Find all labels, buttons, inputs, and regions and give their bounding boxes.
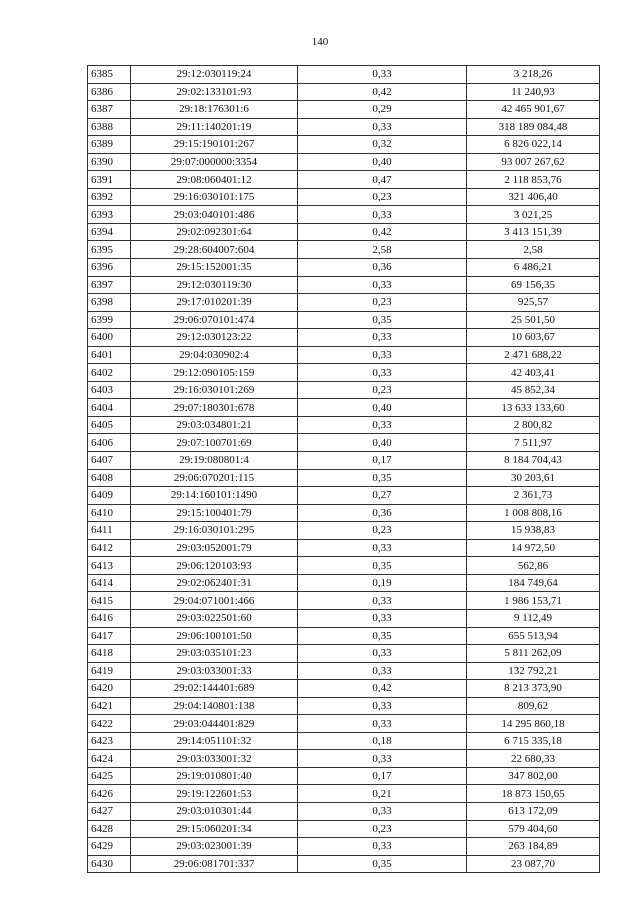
row-number-cell: 6394 <box>88 223 131 241</box>
cadastral-number-cell: 29:04:030902:4 <box>131 346 298 364</box>
cadastral-number-cell: 29:12:030123:22 <box>131 329 298 347</box>
table-row <box>88 259 600 277</box>
rate-cell: 0,33 <box>298 645 467 663</box>
value-cell: 8 213 373,90 <box>467 680 600 698</box>
cadastral-number-cell: 29:12:030119:24 <box>131 66 298 84</box>
row-number-cell: 6428 <box>88 820 131 838</box>
value-cell: 18 873 150,65 <box>467 785 600 803</box>
rate-cell: 0,18 <box>298 732 467 750</box>
value-cell: 6 826 022,14 <box>467 136 600 154</box>
value-cell: 14 295 860,18 <box>467 715 600 733</box>
table-row <box>88 434 600 452</box>
table-row <box>88 118 600 136</box>
row-number-cell: 6388 <box>88 118 131 136</box>
cadastral-number-cell: 29:06:100101:50 <box>131 627 298 645</box>
value-cell: 2 118 853,76 <box>467 171 600 189</box>
value-cell: 318 189 084,48 <box>467 118 600 136</box>
table-row <box>88 504 600 522</box>
table-row <box>88 294 600 312</box>
rate-cell: 0,33 <box>298 276 467 294</box>
value-cell: 42 465 901,67 <box>467 101 600 119</box>
cadastral-number-cell: 29:03:023001:39 <box>131 838 298 856</box>
rate-cell: 0,32 <box>298 136 467 154</box>
cadastral-number-cell: 29:03:033001:33 <box>131 662 298 680</box>
table-row <box>88 802 600 820</box>
table-row <box>88 557 600 575</box>
rate-cell: 0,33 <box>298 750 467 768</box>
value-cell: 132 792,21 <box>467 662 600 680</box>
rate-cell: 0,33 <box>298 364 467 382</box>
cadastral-number-cell: 29:15:152001:35 <box>131 259 298 277</box>
rate-cell: 0,23 <box>298 522 467 540</box>
table-row <box>88 785 600 803</box>
cadastral-number-cell: 29:19:122601:53 <box>131 785 298 803</box>
rate-cell: 0,40 <box>298 434 467 452</box>
table-row <box>88 697 600 715</box>
rate-cell: 0,33 <box>298 118 467 136</box>
cadastral-number-cell: 29:16:030101:269 <box>131 381 298 399</box>
rate-cell: 0,17 <box>298 452 467 470</box>
row-number-cell: 6385 <box>88 66 131 84</box>
row-number-cell: 6396 <box>88 259 131 277</box>
value-cell: 8 184 704,43 <box>467 452 600 470</box>
row-number-cell: 6397 <box>88 276 131 294</box>
value-cell: 22 680,33 <box>467 750 600 768</box>
data-table <box>87 65 600 873</box>
value-cell: 3 413 151,39 <box>467 223 600 241</box>
rate-cell: 0,42 <box>298 83 467 101</box>
row-number-cell: 6407 <box>88 452 131 470</box>
cadastral-number-cell: 29:03:022501:60 <box>131 609 298 627</box>
row-number-cell: 6402 <box>88 364 131 382</box>
cadastral-number-cell: 29:08:060401:12 <box>131 171 298 189</box>
rate-cell: 0,35 <box>298 557 467 575</box>
row-number-cell: 6415 <box>88 592 131 610</box>
cadastral-number-cell: 29:03:034801:21 <box>131 416 298 434</box>
table-row <box>88 416 600 434</box>
table-row <box>88 276 600 294</box>
row-number-cell: 6416 <box>88 609 131 627</box>
table-row <box>88 539 600 557</box>
cadastral-number-cell: 29:07:000000:3354 <box>131 153 298 171</box>
rate-cell: 0,47 <box>298 171 467 189</box>
value-cell: 15 938,83 <box>467 522 600 540</box>
cadastral-number-cell: 29:02:144401:689 <box>131 680 298 698</box>
table-row <box>88 645 600 663</box>
value-cell: 3 021,25 <box>467 206 600 224</box>
table-row <box>88 662 600 680</box>
table-row <box>88 329 600 347</box>
row-number-cell: 6411 <box>88 522 131 540</box>
rate-cell: 0,35 <box>298 469 467 487</box>
cadastral-number-cell: 29:03:040101:486 <box>131 206 298 224</box>
row-number-cell: 6430 <box>88 855 131 873</box>
cadastral-number-cell: 29:03:044401:829 <box>131 715 298 733</box>
row-number-cell: 6390 <box>88 153 131 171</box>
row-number-cell: 6409 <box>88 487 131 505</box>
value-cell: 562,86 <box>467 557 600 575</box>
row-number-cell: 6406 <box>88 434 131 452</box>
cadastral-number-cell: 29:15:100401:79 <box>131 504 298 522</box>
table-row <box>88 241 600 259</box>
value-cell: 263 184,89 <box>467 838 600 856</box>
value-cell: 1 008 808,16 <box>467 504 600 522</box>
rate-cell: 0,21 <box>298 785 467 803</box>
cadastral-number-cell: 29:06:081701:337 <box>131 855 298 873</box>
cadastral-number-cell: 29:14:160101:1490 <box>131 487 298 505</box>
rate-cell: 0,23 <box>298 820 467 838</box>
row-number-cell: 6410 <box>88 504 131 522</box>
cadastral-number-cell: 29:03:035101:23 <box>131 645 298 663</box>
rate-cell: 0,36 <box>298 259 467 277</box>
cadastral-number-cell: 29:15:190101:267 <box>131 136 298 154</box>
cadastral-number-cell: 29:06:070201:115 <box>131 469 298 487</box>
table-row <box>88 732 600 750</box>
row-number-cell: 6421 <box>88 697 131 715</box>
cadastral-number-cell: 29:07:180301:678 <box>131 399 298 417</box>
table-row <box>88 381 600 399</box>
rate-cell: 0,33 <box>298 838 467 856</box>
table-row <box>88 574 600 592</box>
row-number-cell: 6400 <box>88 329 131 347</box>
value-cell: 93 007 267,62 <box>467 153 600 171</box>
rate-cell: 2,58 <box>298 241 467 259</box>
row-number-cell: 6413 <box>88 557 131 575</box>
table-row <box>88 767 600 785</box>
row-number-cell: 6398 <box>88 294 131 312</box>
table-row <box>88 188 600 206</box>
row-number-cell: 6395 <box>88 241 131 259</box>
value-cell: 184 749,64 <box>467 574 600 592</box>
value-cell: 655 513,94 <box>467 627 600 645</box>
cadastral-number-cell: 29:03:010301:44 <box>131 802 298 820</box>
cadastral-number-cell: 29:14:051101:32 <box>131 732 298 750</box>
rate-cell: 0,33 <box>298 346 467 364</box>
cadastral-number-cell: 29:03:033001:32 <box>131 750 298 768</box>
row-number-cell: 6425 <box>88 767 131 785</box>
cadastral-number-cell: 29:11:140201:19 <box>131 118 298 136</box>
rate-cell: 0,23 <box>298 188 467 206</box>
cadastral-number-cell: 29:12:090105:159 <box>131 364 298 382</box>
value-cell: 9 112,49 <box>467 609 600 627</box>
rate-cell: 0,35 <box>298 311 467 329</box>
row-number-cell: 6412 <box>88 539 131 557</box>
cadastral-number-cell: 29:03:052001:79 <box>131 539 298 557</box>
rate-cell: 0,33 <box>298 66 467 84</box>
row-number-cell: 6418 <box>88 645 131 663</box>
row-number-cell: 6423 <box>88 732 131 750</box>
table-row <box>88 469 600 487</box>
rate-cell: 0,36 <box>298 504 467 522</box>
value-cell: 14 972,50 <box>467 539 600 557</box>
cadastral-number-cell: 29:16:030101:295 <box>131 522 298 540</box>
table-row <box>88 627 600 645</box>
value-cell: 6 715 335,18 <box>467 732 600 750</box>
cadastral-number-cell: 29:02:133101:93 <box>131 83 298 101</box>
value-cell: 809,62 <box>467 697 600 715</box>
rate-cell: 0,17 <box>298 767 467 785</box>
cadastral-number-cell: 29:06:120103:93 <box>131 557 298 575</box>
cadastral-number-cell: 29:28:604007:604 <box>131 241 298 259</box>
table-row <box>88 522 600 540</box>
row-number-cell: 6422 <box>88 715 131 733</box>
value-cell: 3 218,26 <box>467 66 600 84</box>
rate-cell: 0,35 <box>298 855 467 873</box>
table-row <box>88 715 600 733</box>
table-row <box>88 680 600 698</box>
row-number-cell: 6424 <box>88 750 131 768</box>
value-cell: 613 172,09 <box>467 802 600 820</box>
value-cell: 347 802,00 <box>467 767 600 785</box>
cadastral-number-cell: 29:19:080801:4 <box>131 452 298 470</box>
cadastral-number-cell: 29:04:071001:466 <box>131 592 298 610</box>
page-number: 140 <box>311 36 329 48</box>
cadastral-number-cell: 29:17:010201:39 <box>131 294 298 312</box>
rate-cell: 0,19 <box>298 574 467 592</box>
table-row <box>88 223 600 241</box>
value-cell: 25 501,50 <box>467 311 600 329</box>
table-row <box>88 399 600 417</box>
row-number-cell: 6429 <box>88 838 131 856</box>
rate-cell: 0,23 <box>298 294 467 312</box>
cadastral-number-cell: 29:15:060201:34 <box>131 820 298 838</box>
table-row <box>88 153 600 171</box>
row-number-cell: 6403 <box>88 381 131 399</box>
value-cell: 13 633 133,60 <box>467 399 600 417</box>
rate-cell: 0,35 <box>298 627 467 645</box>
rate-cell: 0,29 <box>298 101 467 119</box>
value-cell: 2 800,82 <box>467 416 600 434</box>
table-body <box>88 66 600 873</box>
rate-cell: 0,33 <box>298 697 467 715</box>
cadastral-number-cell: 29:02:092301:64 <box>131 223 298 241</box>
value-cell: 23 087,70 <box>467 855 600 873</box>
value-cell: 7 511,97 <box>467 434 600 452</box>
row-number-cell: 6420 <box>88 680 131 698</box>
value-cell: 925,57 <box>467 294 600 312</box>
rate-cell: 0,33 <box>298 802 467 820</box>
cadastral-number-cell: 29:04:140801:138 <box>131 697 298 715</box>
table-row <box>88 750 600 768</box>
table-row <box>88 171 600 189</box>
rate-cell: 0,40 <box>298 399 467 417</box>
rate-cell: 0,27 <box>298 487 467 505</box>
row-number-cell: 6414 <box>88 574 131 592</box>
table-row <box>88 101 600 119</box>
value-cell: 30 203,61 <box>467 469 600 487</box>
value-cell: 2,58 <box>467 241 600 259</box>
cadastral-number-cell: 29:12:030119:30 <box>131 276 298 294</box>
table-row <box>88 592 600 610</box>
table-row <box>88 83 600 101</box>
row-number-cell: 6426 <box>88 785 131 803</box>
cadastral-number-cell: 29:02:062401:31 <box>131 574 298 592</box>
rate-cell: 0,42 <box>298 223 467 241</box>
rate-cell: 0,33 <box>298 662 467 680</box>
value-cell: 45 852,34 <box>467 381 600 399</box>
table-row <box>88 346 600 364</box>
cadastral-number-cell: 29:16:030101:175 <box>131 188 298 206</box>
rate-cell: 0,33 <box>298 206 467 224</box>
value-cell: 6 486,21 <box>467 259 600 277</box>
cadastral-number-cell: 29:06:070101:474 <box>131 311 298 329</box>
row-number-cell: 6404 <box>88 399 131 417</box>
row-number-cell: 6393 <box>88 206 131 224</box>
value-cell: 11 240,93 <box>467 83 600 101</box>
table-row <box>88 609 600 627</box>
row-number-cell: 6386 <box>88 83 131 101</box>
row-number-cell: 6427 <box>88 802 131 820</box>
table-row <box>88 66 600 84</box>
rate-cell: 0,40 <box>298 153 467 171</box>
value-cell: 321 406,40 <box>467 188 600 206</box>
rate-cell: 0,33 <box>298 416 467 434</box>
value-cell: 2 471 688,22 <box>467 346 600 364</box>
rate-cell: 0,33 <box>298 329 467 347</box>
rate-cell: 0,23 <box>298 381 467 399</box>
row-number-cell: 6419 <box>88 662 131 680</box>
table-row <box>88 820 600 838</box>
row-number-cell: 6401 <box>88 346 131 364</box>
table-row <box>88 206 600 224</box>
value-cell: 579 404,60 <box>467 820 600 838</box>
row-number-cell: 6399 <box>88 311 131 329</box>
value-cell: 42 403,41 <box>467 364 600 382</box>
row-number-cell: 6417 <box>88 627 131 645</box>
rate-cell: 0,33 <box>298 539 467 557</box>
table-row <box>88 487 600 505</box>
rate-cell: 0,33 <box>298 609 467 627</box>
table-row <box>88 838 600 856</box>
rate-cell: 0,33 <box>298 592 467 610</box>
value-cell: 5 811 262,09 <box>467 645 600 663</box>
table-row <box>88 136 600 154</box>
row-number-cell: 6408 <box>88 469 131 487</box>
cadastral-number-cell: 29:07:100701:69 <box>131 434 298 452</box>
table-row <box>88 452 600 470</box>
row-number-cell: 6387 <box>88 101 131 119</box>
row-number-cell: 6389 <box>88 136 131 154</box>
value-cell: 1 986 153,71 <box>467 592 600 610</box>
value-cell: 10 603,67 <box>467 329 600 347</box>
row-number-cell: 6405 <box>88 416 131 434</box>
table-row <box>88 364 600 382</box>
rate-cell: 0,33 <box>298 715 467 733</box>
cadastral-number-cell: 29:18:176301:6 <box>131 101 298 119</box>
table-row <box>88 311 600 329</box>
value-cell: 2 361,73 <box>467 487 600 505</box>
row-number-cell: 6391 <box>88 171 131 189</box>
rate-cell: 0,42 <box>298 680 467 698</box>
cadastral-number-cell: 29:19:010801:40 <box>131 767 298 785</box>
value-cell: 69 156,35 <box>467 276 600 294</box>
row-number-cell: 6392 <box>88 188 131 206</box>
table-row <box>88 855 600 873</box>
